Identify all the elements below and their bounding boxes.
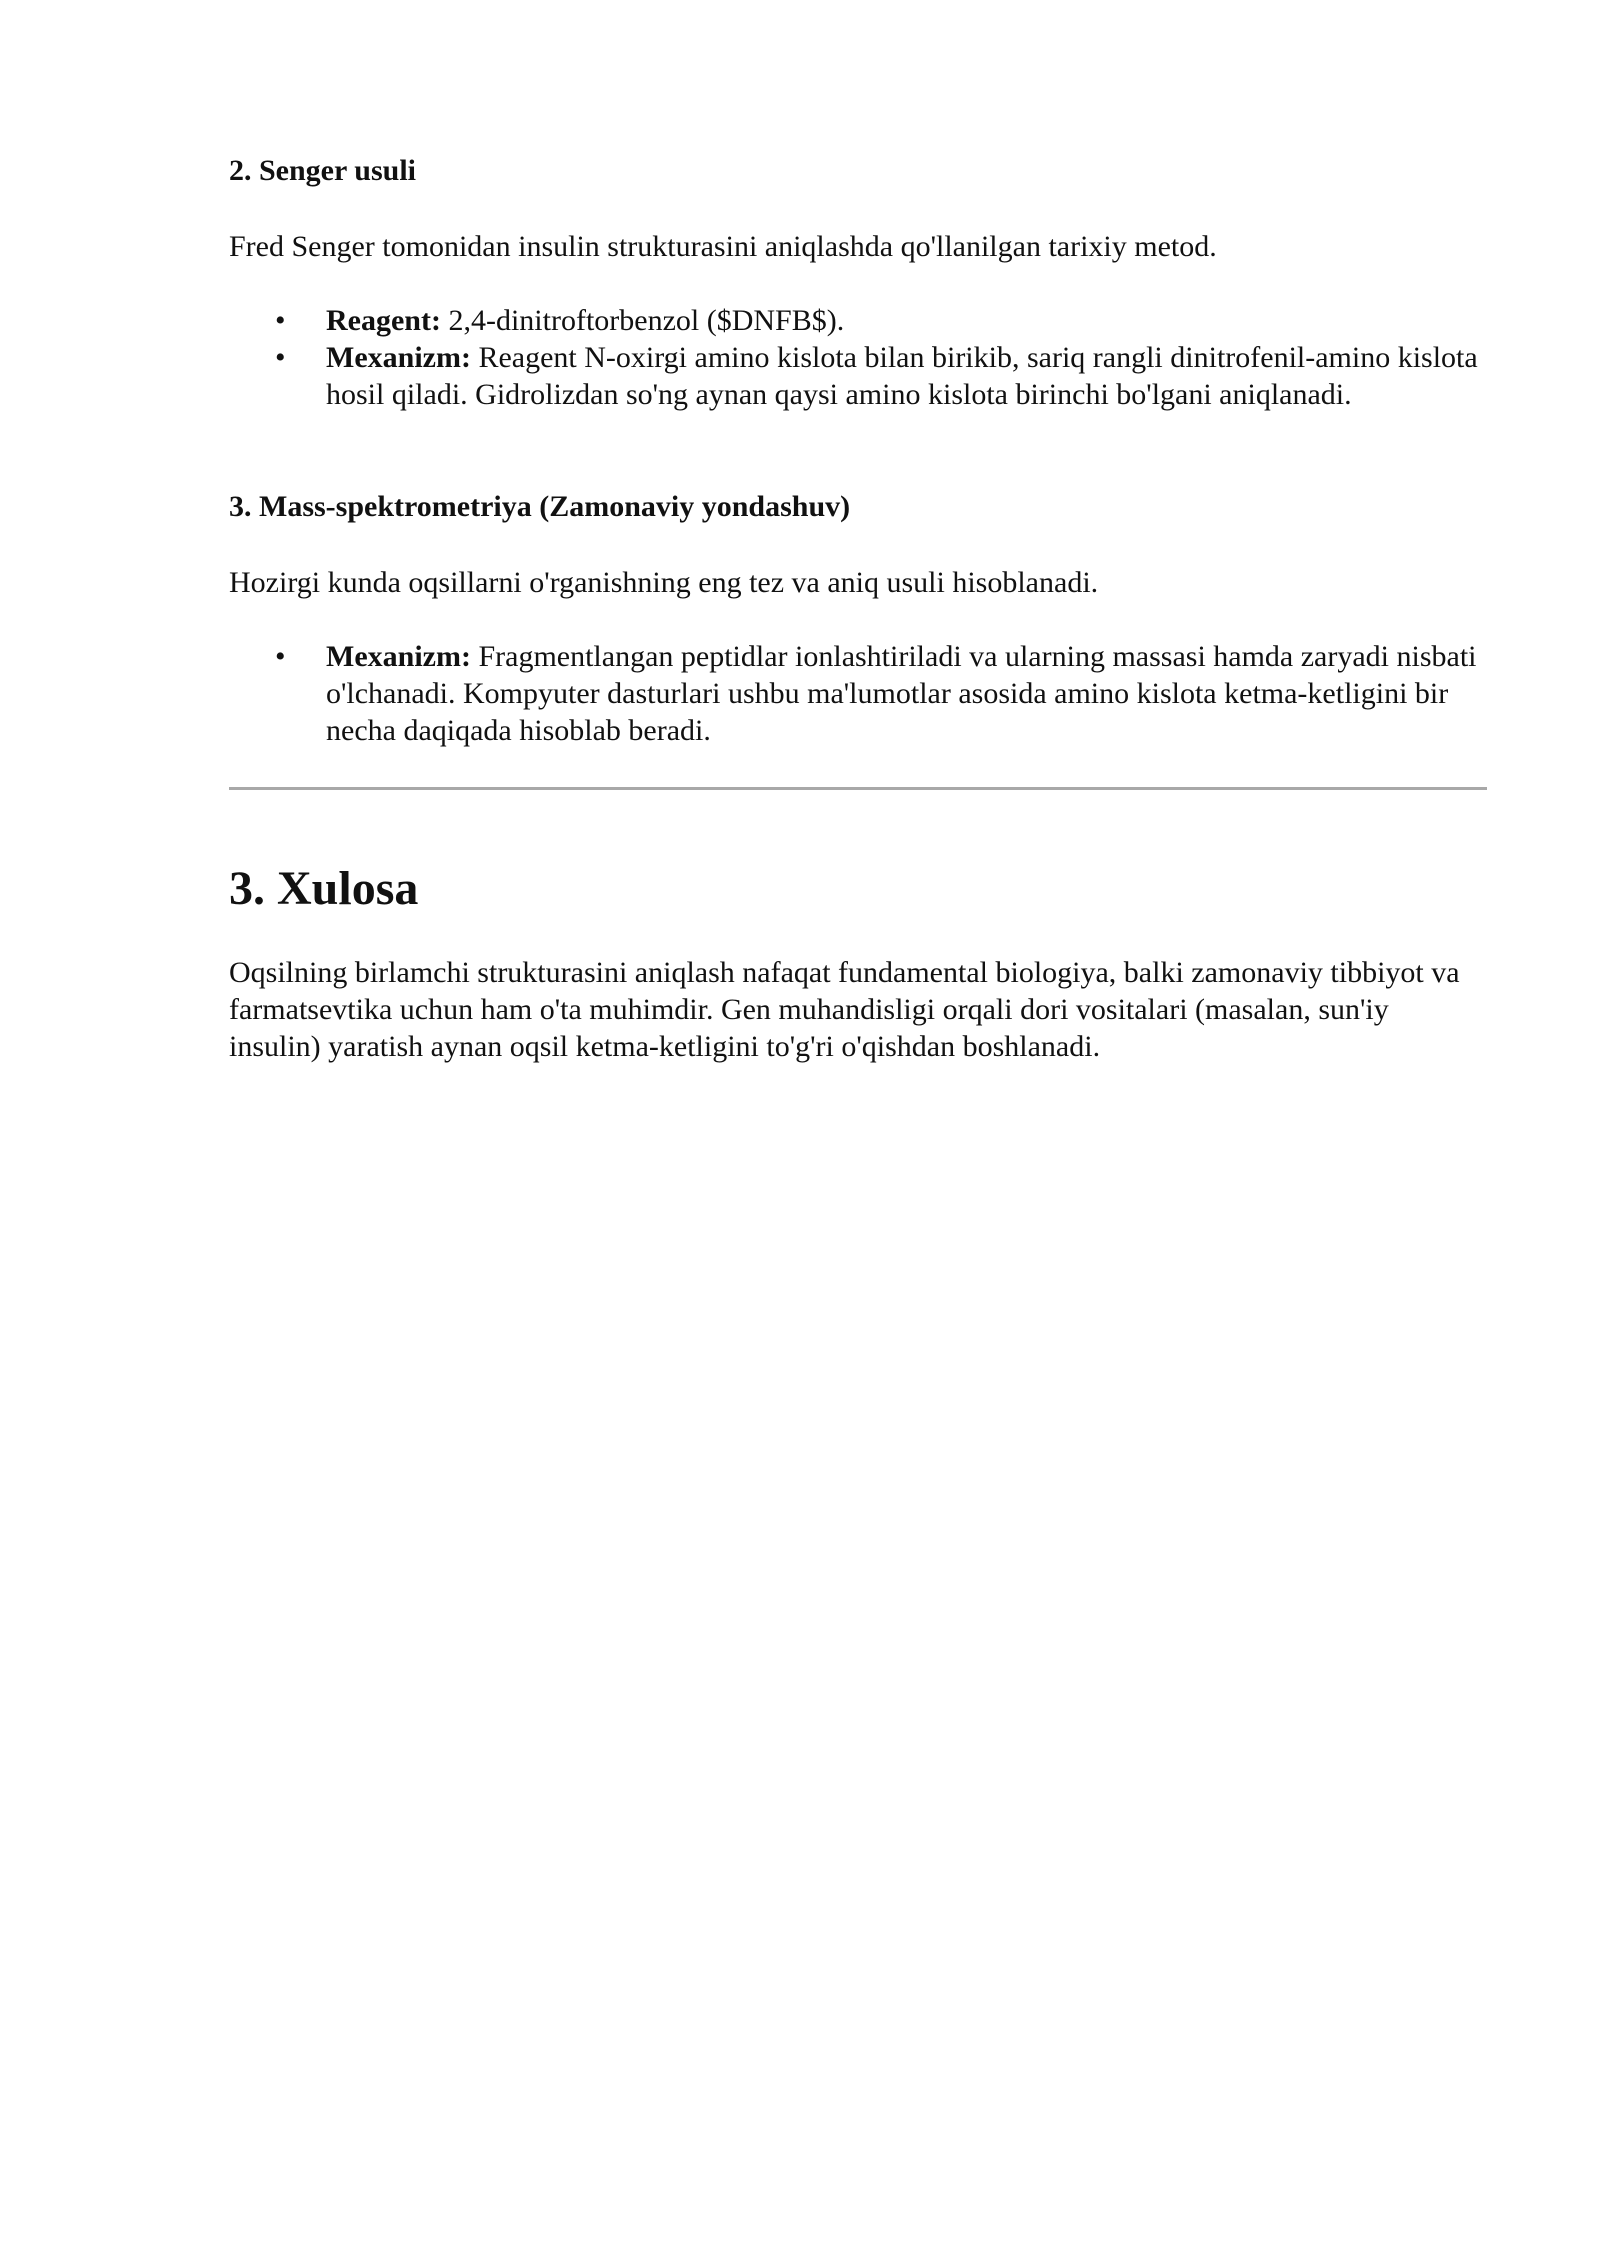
bullet-icon: • bbox=[275, 304, 286, 337]
senger-bullet-list bbox=[229, 302, 1487, 413]
list-item bbox=[229, 302, 1487, 339]
item-term: Mexanizm: bbox=[326, 640, 471, 673]
horizontal-divider bbox=[229, 787, 1487, 790]
bullet-icon: • bbox=[275, 341, 286, 374]
section-heading-mass-spectrometry: 3. Mass-spektrometriya (Zamonaviy yondashuv) bbox=[229, 490, 851, 523]
list-item bbox=[229, 638, 1487, 749]
section-heading-conclusion: 3. Xulosa bbox=[229, 862, 419, 915]
mass-bullet-list bbox=[229, 638, 1487, 749]
item-text: 2,4-dinitroftorbenzol ($DNFB$). bbox=[448, 304, 845, 337]
senger-intro-paragraph: Fred Senger tomonidan insulin strukturasini aniqlashda qo'llanilgan tarixiy metod. bbox=[229, 230, 1217, 263]
item-term: Reagent: bbox=[326, 304, 441, 337]
bullet-icon: • bbox=[275, 640, 286, 673]
item-term: Mexanizm: bbox=[326, 341, 471, 374]
list-item bbox=[229, 339, 1487, 413]
conclusion-paragraph: Oqsilning birlamchi strukturasini aniqlash nafaqat fundamental biologiya, balki zamonaviy tibbiyot va farmatsevtika uchun ham o'ta muhimdir. Gen muhandisligi orqali dori vositalari (masalan, sun'iy insulin) yaratish aynan oqsil ketma-ketligini to'g'ri o'qishdan boshlanadi. bbox=[229, 956, 1460, 1063]
item-text: Fragmentlangan peptidlar ionlashtiriladi va ularning massasi hamda zaryadi nisbati o'lchanadi. Kompyuter dasturlari ushbu ma'lumotlar asosida amino kislota ketma-ketligini bir necha daqiqada hisoblab beradi. bbox=[326, 640, 1477, 747]
item-text: Reagent N-oxirgi amino kislota bilan birikib, sariq rangli dinitrofenil-amino kislota hosil qiladi. Gidrolizdan so'ng aynan qaysi amino kislota birinchi bo'lgani aniqlanadi. bbox=[326, 341, 1478, 411]
section-heading-senger: 2. Senger usuli bbox=[229, 154, 416, 187]
mass-intro-paragraph: Hozirgi kunda oqsillarni o'rganishning eng tez va aniq usuli hisoblanadi. bbox=[229, 566, 1099, 599]
